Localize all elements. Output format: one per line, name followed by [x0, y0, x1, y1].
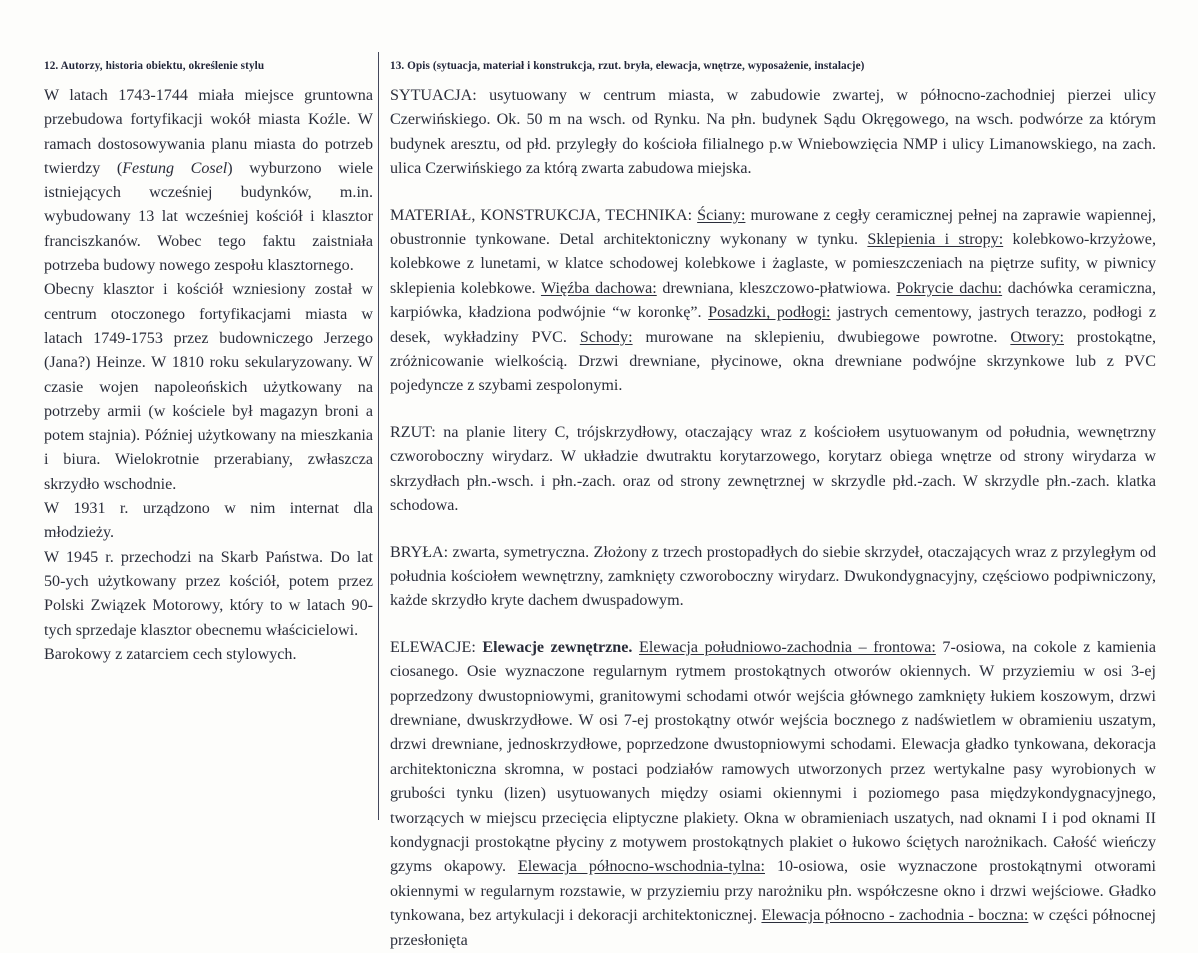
text-run-underline: Posadzki, podłogi:	[708, 304, 831, 322]
text-run-normal: dachówka ceramiczna, karpiówka, kładziona podwójnie “w koronkę”.	[390, 279, 1156, 322]
text-run-underline: Schody:	[579, 328, 633, 346]
text-run-normal: SYTUACJA: usytuowany w centrum miasta, w zabudowie zwartej, w północno-zachodniej pierzei ulicy Czerwińskiego. Ok. 50 m na wsch. od Rynku. Na płn. budynek Sądu Okręgowego, na wsch. podwórze za którym budynek aresztu, od płd. przyległy do kościoła filialnego p.w Wniebowzięcia NMP i ulicy Limanowskiego, na zach. ulica Czerwińskiego za którą zwarta zabudowa miejska.	[390, 87, 1156, 178]
text-run-normal: kolebkowo-krzyżowe, kolebkowe z lunetami, w klatce schodowej kolebkowe i żaglaste, w pomieszczeniach na piętrze sufity, w piwnicy sklepienia kolebkowe.	[390, 231, 1156, 297]
paragraph-rzut	[390, 421, 1156, 519]
paragraph-bryla	[390, 541, 1156, 614]
text-run-normal: 10-osiowa, osie wyznaczone prostokątnymi otworami okiennymi w regularnym rozstawie, w przyziemiu przy narożniku płn. współczesne okno i drzwi wejściowe. Gładko tynkowana, bez artykulacji i dekoracji architektonicznej.	[390, 858, 1157, 925]
text-run-underline: Elewacja północno - zachodnia - boczna:	[761, 907, 1029, 925]
paragraph-history-1	[44, 84, 373, 278]
text-run-normal: 7-osiowa, na cokole z kamienia ciosanego. Osie wyznaczone regularnym rytmem prostokątnych otworów okiennych. W przyziemiu w osi 3-ej poprzedzony dwustopniowymi, granitowymi schodami otwór wejścia głównego zamknięty łukiem koszowym, drzwi drewniane, dwuskrzydłowe. W osi 7-ej prostokątny otwór wejścia bocznego z nadświetlem w obramieniu uszatym, drzwi drewniane, jednoskrzydłowe, poprzedzone dwustopniowymi schodami. Elewacja gładko tynkowana, dekoracja architektoniczna skromna, w postaci podziałów ramowych utworzonych przez wertykalne pasy wyrobionych w grubości tynku (lizen) usytuowanych między osiami okiennymi i poziomego pasa międzykondygnacyjnego, tworzących w miejscu przecięcia eliptyczne plakiety. Okna w obramieniach uszatych, nad oknami I i pod oknami II kondygnacji prostokątne płyciny z motywem prostokątnych plakiet o łukowo ściętych narożnikach. Całość wieńczy gzyms okapowy.	[390, 638, 1157, 876]
text-run-normal: prostokątne, zróżnicowanie wielkością. Drzwi drewniane, płycinowe, okna drewniane podwójne skrzynkowe lub z PVC pojedyncze z szybami zespolonymi.	[390, 328, 1156, 395]
paragraph-history-2	[44, 278, 373, 497]
text-run-normal: MATERIAŁ, KONSTRUKCJA, TECHNIKA:	[390, 206, 698, 224]
text-run-bold: Elewacje zewnętrzne.	[482, 638, 633, 656]
text-run-normal: jastrych cementowy, jastrych terazzo, podłogi z desek, wykładziny PVC.	[390, 304, 1156, 346]
text-run-underline: Więźba dachowa:	[540, 279, 657, 297]
paragraph-history-4	[44, 546, 373, 643]
text-run-underline: Elewacja południowo-zachodnia – frontowa:	[639, 638, 936, 656]
text-run-underline: Otwory:	[1010, 328, 1064, 346]
paragraph-history-5	[44, 643, 373, 667]
column-left-body	[44, 84, 373, 667]
column-right-body	[390, 84, 1156, 953]
paragraph-history-3	[44, 497, 373, 546]
text-run-normal: RZUT: na planie litery C, trójskrzydłowy, otaczający wraz z kościołem usytuowanym od południa, wewnętrzny czworoboczny wirydarz. W układzie dwutraktu korytarzowego, korytarz obiega wnętrze od strony wirydarza w skrzydłach płn.-wsch. i płn.-zach. oraz od strony zewnętrznej w skrzydle płd.-zach. W skrzydle płn.-zach. klatka schodowa.	[390, 423, 1156, 515]
text-run-normal: W 1945 r. przechodzi na Skarb Państwa. Do lat 50-ych użytkowany przez kościół, potem przez Polski Związek Motorowy, który to w latach 90-tych sprzedaje klasztor obecnemu właścicielowi.	[44, 548, 373, 639]
text-run-underline: Pokrycie dachu:	[896, 279, 1003, 297]
text-run-normal: murowane z cegły ceramicznej pełnej na zaprawie wapiennej, obustronnie tynkowane. Detal architektoniczny wykonany w tynku.	[390, 206, 1156, 249]
text-run-italic: Festung Cosel	[122, 159, 228, 177]
text-run-underline: Sklepienia i stropy:	[867, 231, 1004, 249]
text-run-underline: Ściany:	[697, 206, 746, 224]
paragraph-sytuacja	[390, 84, 1156, 182]
column-divider	[378, 52, 379, 820]
text-run-normal: Obecny klasztor i kościół wzniesiony został w centrum otoczonego fortyfikacjami miasta w latach 1749-1753 przez budowniczego Jerzego (Jana?) Heinze. W 1810 roku sekularyzowany. W czasie wojen napoleońskich użytkowany na potrzeby armii (w kościele był magazyn broni a potem stajnia). Później użytkowany na mieszkania i biura. Wielokrotnie przerabiany, zwłaszcza skrzydło wschodnie.	[44, 281, 373, 493]
text-run-normal: drewniana, kleszczowo-płatwiowa.	[656, 279, 897, 297]
column-header-right: 13. Opis (sytuacja, materiał i konstrukcja, rzut. bryła, elewacja, wnętrze, wyposażenie, instalacje)	[390, 60, 865, 72]
paragraph-elewacje	[390, 636, 1156, 953]
text-run-normal: w części północnej przesłonięta	[390, 907, 1156, 949]
text-run-normal: ) wyburzono wiele istniejących wcześniej budynków, m.in. wybudowany 13 lat wcześniej kościół i klasztor franciszkanów. Wobec tego faktu zaistniała potrzeba budowy nowego zespołu klasztornego.	[44, 159, 373, 275]
text-run-normal: Barokowy z zatarciem cech stylowych.	[44, 645, 297, 663]
column-header-left: 12. Autorzy, historia obiektu, określenie stylu	[44, 60, 265, 72]
text-run-normal: W 1931 r. urządzono w nim internat dla młodzieży.	[44, 500, 373, 542]
text-run-normal: ELEWACJE:	[390, 638, 483, 656]
text-run-normal: BRYŁA: zwarta, symetryczna. Złożony z trzech prostopadłych do siebie skrzydeł, otaczających wraz z przyległym od południa kościołem wewnętrzny, zamknięty czworoboczny wirydarz. Dwukondygnacyjny, częściowo podpiwniczony, każde skrzydło kryte dachem dwuspadowym.	[390, 543, 1156, 610]
paragraph-material	[390, 204, 1156, 399]
text-run-underline: Elewacja północno-wschodnia-tylna:	[517, 858, 765, 876]
text-run-normal: W latach 1743-1744 miała miejsce gruntowna przebudowa fortyfikacji wokół miasta Koźle. W ramach dostosowywania planu miasta do potrzeb twierdzy (	[44, 87, 373, 177]
text-run-normal: murowane na sklepieniu, dwubiegowe powrotne.	[632, 328, 1011, 346]
